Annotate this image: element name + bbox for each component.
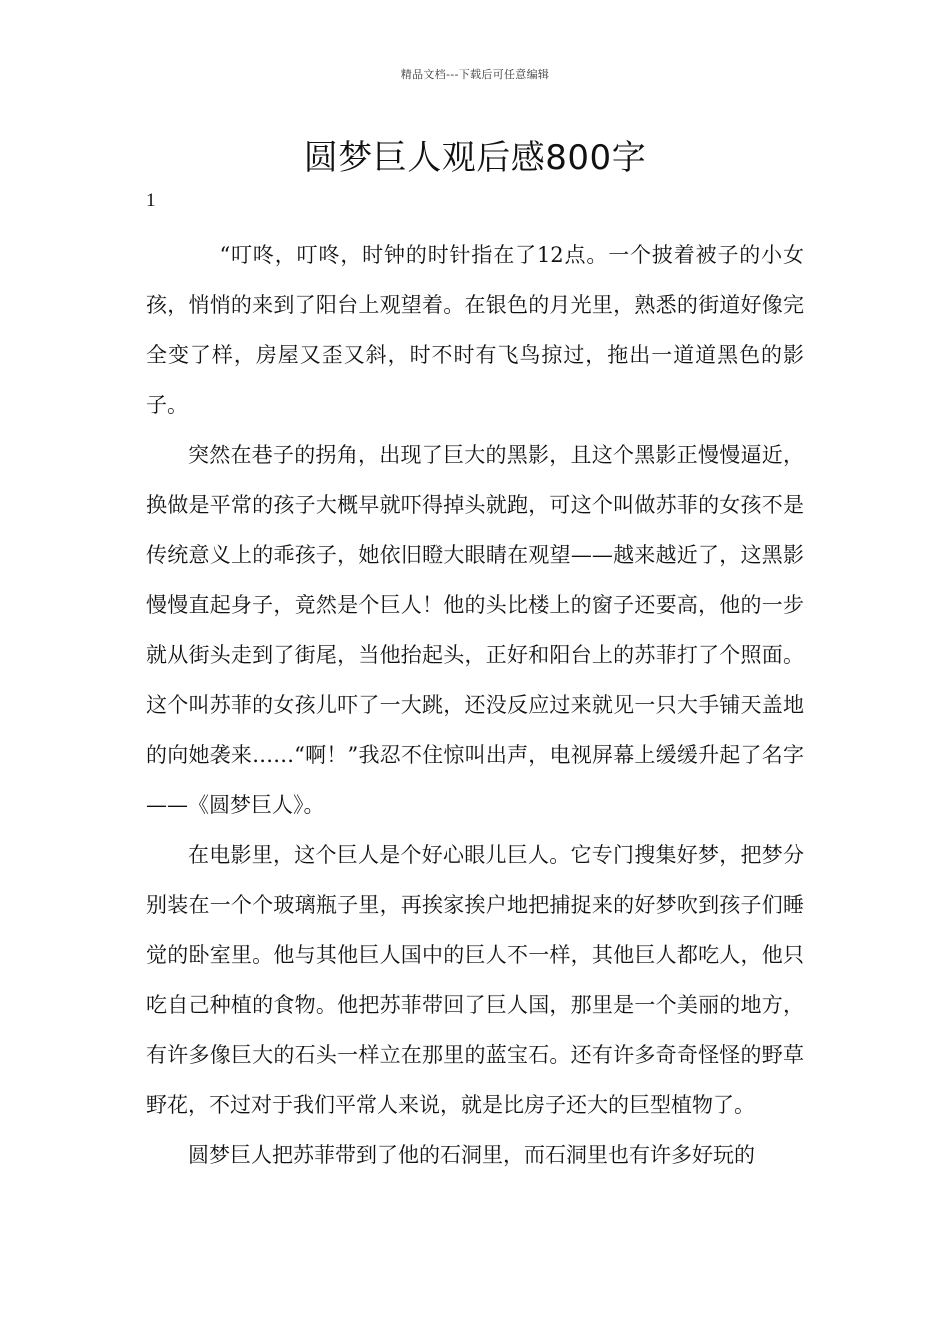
paragraph-3: 在电影里，这个巨人是个好心眼儿巨人。它专门搜集好梦，把梦分别装在一个个玻璃瓶子里，再挨家挨户地把捕捉来的好梦吹到孩子们睡觉的卧室里。他与其他巨人国中的巨人不一样，其他巨人都吃人，他只吃自己种植的食物。他把苏菲带回了巨人国，那里是一个美丽的地方，有许多像巨大的石头一样立在那里的蓝宝石。还有许多奇奇怪怪的野草野花，不过对于我们平常人来说，就是比房子还大的巨型植物了。: [146, 843, 804, 1117]
section-number: 1: [146, 190, 156, 211]
paragraph-4: 圆梦巨人把苏菲带到了他的石洞里，而石洞里也有许多好玩的: [188, 1143, 755, 1167]
article-body: [146, 230, 804, 1180]
paragraph-1: “叮咚，叮咚，时钟的时针指在了12点。一个披着被子的小女孩，悄悄的来到了阳台上观望着。在银色的月光里，熟悉的街道好像完全变了样，房屋又歪又斜，时不时有飞鸟掠过，拖出一道道黑色的影子。: [146, 243, 804, 417]
page-header: 精品文档---下载后可任意编辑: [400, 68, 550, 81]
paragraph-2: 突然在巷子的拐角，出现了巨大的黑影，且这个黑影正慢慢逼近，换做是平常的孩子大概早就吓得掉头就跑，可这个叫做苏菲的女孩不是传统意义上的乖孩子，她依旧瞪大眼睛在观望——越来越近了，这黑影慢慢直起身子，竟然是个巨人！他的头比楼上的窗子还要高，他的一步就从街头走到了街尾，当他抬起头，正好和阳台上的苏菲打了个照面。这个叫苏菲的女孩儿吓了一大跳，还没反应过来就见一只大手铺天盖地的向她袭来……“啊！”我忍不住惊叫出声，电视屏幕上缓缓升起了名字——《圆梦巨人》。: [146, 443, 804, 817]
page-title: 圆梦巨人观后感800字: [303, 138, 647, 178]
